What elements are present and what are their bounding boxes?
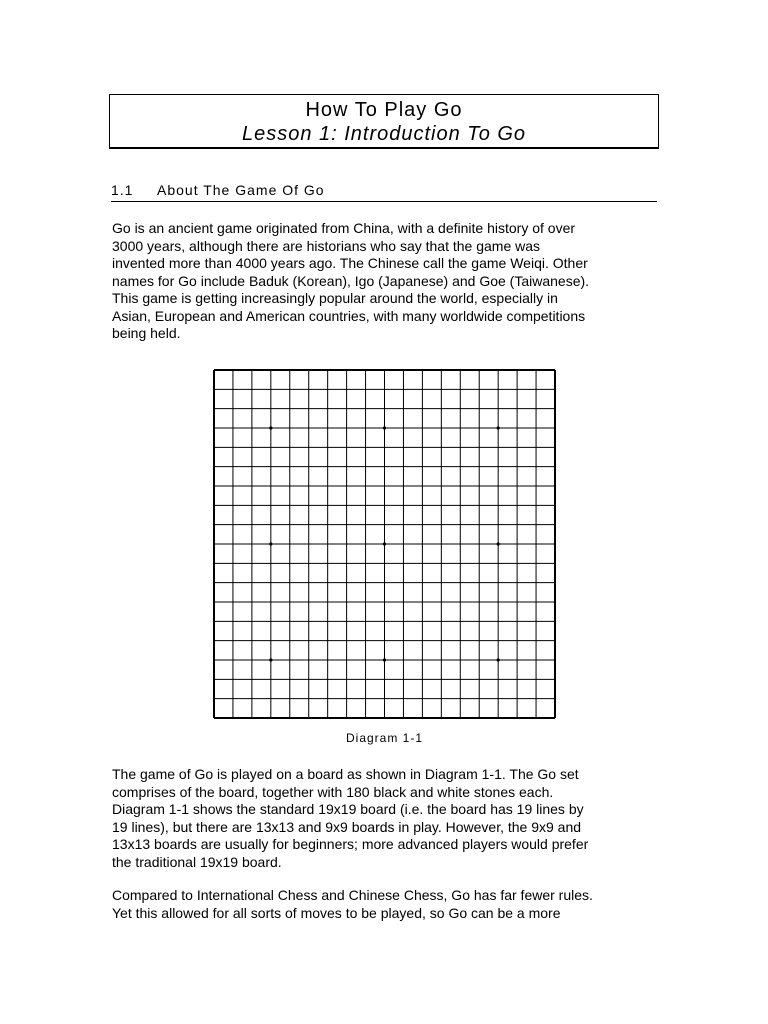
text-line: The game of Go is played on a board as shown in Diagram 1-1. The Go set <box>112 766 579 782</box>
intro-paragraph <box>112 220 657 343</box>
text-line: invented more than 4000 years ago. The Chinese call the game Weiqi. Other <box>112 255 588 271</box>
text-line: This game is getting increasingly popular around the world, especially in <box>112 290 558 306</box>
section-heading <box>111 182 657 202</box>
text-line: names for Go include Baduk (Korean), Igo (Japanese) and Goe (Taiwanese). <box>112 272 590 289</box>
text-line: comprises of the board, together with 180 black and white stones each. <box>112 783 554 800</box>
text-line: Compared to International Chess and Chinese Chess, Go has far fewer rules. <box>112 887 593 903</box>
star-point <box>383 542 386 545</box>
text-line: Diagram 1-1 shows the standard 19x19 board (i.e. the board has 19 lines by <box>112 801 584 817</box>
star-point <box>497 658 500 661</box>
text-line: Go is an ancient game originated from China, with a definite history of over <box>112 220 576 236</box>
star-point <box>269 542 272 545</box>
diagram-caption: Diagram 1-1 <box>345 731 424 745</box>
document-title: How To Play Go <box>305 99 463 121</box>
board-paragraph <box>112 766 657 871</box>
text-line: 13x13 boards are usually for beginners; more advanced players would prefer <box>112 836 589 852</box>
text-line: 19 lines), but there are 13x13 and 9x9 boards in play. However, the 9x9 and <box>112 818 582 835</box>
star-point <box>383 658 386 661</box>
star-point <box>269 426 272 429</box>
text-line: Yet this allowed for all sorts of moves to be played, so Go can be a more <box>112 904 561 921</box>
section-number: 1.1 <box>111 182 134 198</box>
text-line: being held. <box>112 325 181 341</box>
text-line: Asian, European and American countries, with many worldwide competitions <box>112 307 586 324</box>
text-line: 3000 years, although there are historians who say that the game was <box>112 237 541 254</box>
go-board-diagram <box>213 369 556 719</box>
star-point <box>269 658 272 661</box>
star-point <box>497 542 500 545</box>
text-line: the traditional 19x19 board. <box>112 853 282 870</box>
section-title: About The Game Of Go <box>157 182 325 198</box>
star-point <box>497 426 500 429</box>
lesson-subtitle: Lesson 1: Introduction To Go <box>241 123 527 145</box>
rules-paragraph <box>112 887 657 922</box>
star-point <box>383 426 386 429</box>
title-box <box>109 94 659 149</box>
